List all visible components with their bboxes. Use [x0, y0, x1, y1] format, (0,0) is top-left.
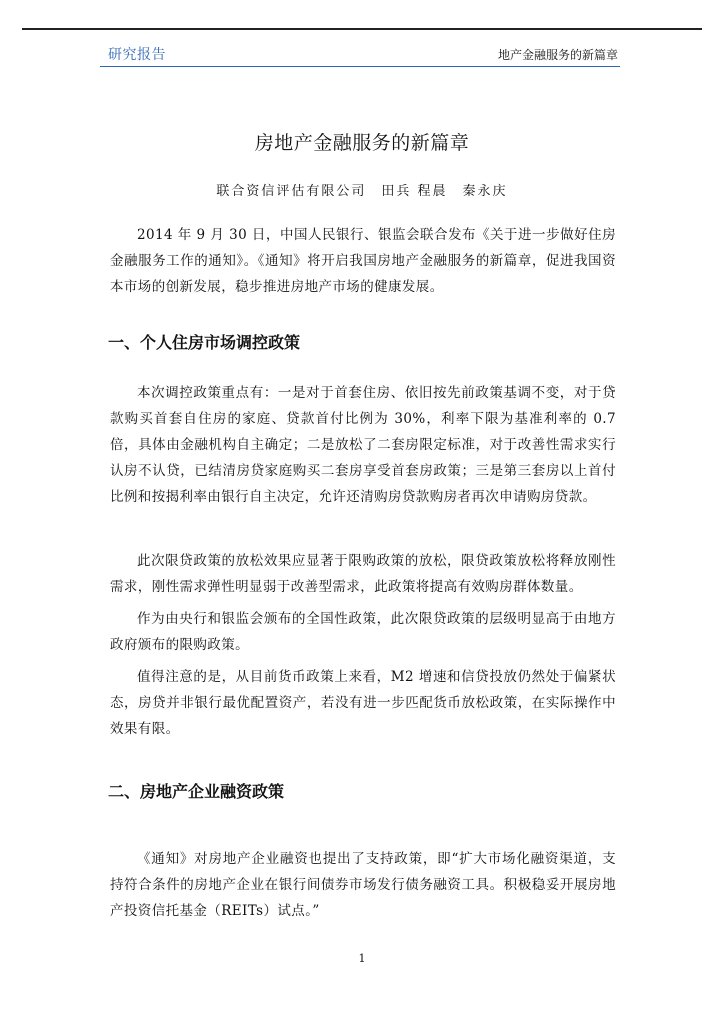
page-header [108, 44, 618, 66]
section-1-paragraph-1: 本次调控政策重点有：一是对于首套住房、依旧按先前政策基调不变，对于贷款购买首套自住房的家庭、贷款首付比例为 30%，利率下限为基准利率的 0.7 倍，具体由金融机构自主确定；二是放松了二套房限定标准，对于改善性需求实行认房不认贷，已结清房贷家庭购买二套房享受首套房政策；三是第三套房以上首付比例和按揭利率由银行自主决定，允许还清购房贷款购房者再次申请购房贷款。 [110, 385, 616, 505]
section-1-paragraph-4: 值得注意的是，从目前货币政策上来看，M2 增速和信贷投放仍然处于偏紧状态，房贷并非银行最优配置资产，若没有进一步匹配货币放松政策，在实际操作中效果有限。 [110, 669, 616, 737]
top-border-rule [22, 28, 702, 30]
document-title: 房地产金融服务的新篇章 [254, 132, 470, 154]
section-1-paragraph-3: 作为由央行和银监会颁布的全国性政策，此次限贷政策的层级明显高于由地方政府颁布的限购政策。 [110, 611, 616, 653]
section-2-paragraph-1: 《通知》对房地产企业融资也提出了支持政策，即“扩大市场化融资渠道，支持符合条件的房地产企业在银行间债券市场发行债务融资工具。积极稳妥开展房地产投资信托基金（REITs）试点。” [110, 851, 616, 919]
section-2-heading: 二、房地产企业融资政策 [108, 782, 285, 801]
document-authors: 联合资信评估有限公司 田兵 程晨 秦永庆 [216, 184, 508, 199]
section-1-paragraph-2: 此次限贷政策的放松效果应显著于限购政策的放松，限贷政策放松将释放刚性需求，刚性需求弹性明显弱于改善型需求，此政策将提高有效购房群体数量。 [110, 553, 616, 595]
header-divider [100, 66, 620, 67]
running-title: 地产金融服务的新篇章 [497, 48, 618, 62]
section-1-heading: 一、个人住房市场调控政策 [108, 333, 301, 352]
intro-paragraph: 2014 年 9 月 30 日，中国人民银行、银监会联合发布《关于进一步做好住房金融服务工作的通知》。《通知》将开启我国房地产金融服务的新篇章，促进我国资本市场的创新发展，稳步推进房地产市场的健康发展。 [110, 227, 616, 295]
report-type-label: 研究报告 [108, 47, 166, 63]
page-number: 1 [358, 952, 366, 965]
